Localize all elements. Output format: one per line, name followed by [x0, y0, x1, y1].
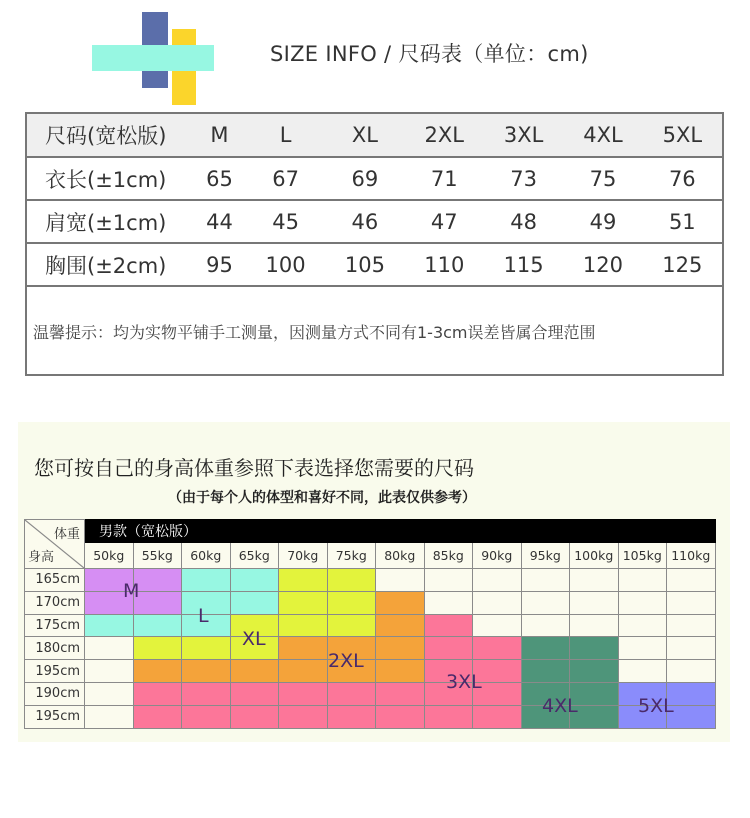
height-label: 165cm — [25, 569, 85, 592]
size-label-2xl: 2XL — [328, 650, 364, 672]
grid-cell-empty — [618, 637, 667, 660]
table-cell: 105 — [325, 243, 404, 286]
grid-cell-l — [182, 569, 231, 592]
grid-cell-empty — [570, 591, 619, 614]
grid-cell-xl — [279, 614, 328, 637]
height-label: 195cm — [25, 705, 85, 728]
grid-cell-2xl — [230, 660, 279, 683]
weight-header: 65kg — [230, 543, 279, 569]
grid-cell-2xl — [376, 637, 425, 660]
size-label-m: M — [123, 580, 140, 602]
weight-header: 50kg — [85, 543, 134, 569]
grid-cell-4xl — [570, 637, 619, 660]
grid-banner: 男款（宽松版） — [85, 520, 716, 543]
grid-cell-4xl — [570, 660, 619, 683]
grid-cell-3xl — [424, 614, 473, 637]
grid-cell-xl — [133, 637, 182, 660]
table-cell: 51 — [643, 200, 722, 243]
grid-cell-3xl — [182, 705, 231, 728]
weight-header-row — [25, 543, 716, 569]
grid-cell-3xl — [230, 705, 279, 728]
size-label-l: L — [198, 605, 209, 627]
grid-cell-2xl — [376, 614, 425, 637]
grid-cell-3xl — [424, 637, 473, 660]
weight-header: 75kg — [327, 543, 376, 569]
column-header: XL — [325, 114, 404, 157]
size-info-table — [25, 112, 724, 376]
table-cell: 71 — [405, 157, 484, 200]
table-row — [27, 243, 722, 286]
table-cell: 48 — [484, 200, 563, 243]
grid-cell-xl — [327, 569, 376, 592]
grid-cell-2xl — [376, 591, 425, 614]
grid-cell-empty — [667, 660, 716, 683]
height-label: 180cm — [25, 637, 85, 660]
grid-cell-empty — [667, 637, 716, 660]
table-cell: 46 — [325, 200, 404, 243]
column-header: 5XL — [643, 114, 722, 157]
corner-height-label: 身高 — [28, 550, 55, 565]
column-header: M — [193, 114, 246, 157]
size-table-header — [27, 114, 722, 157]
table-cell: 76 — [643, 157, 722, 200]
grid-corner — [25, 520, 85, 569]
grid-cell-3xl — [424, 705, 473, 728]
row-label: 肩宽(±1cm) — [27, 200, 193, 243]
grid-cell-empty — [618, 614, 667, 637]
page-title: SIZE INFO / 尺码表（单位：cm) — [270, 42, 589, 66]
row-label: 胸围(±2cm) — [27, 243, 193, 286]
grid-cell-empty — [85, 660, 134, 683]
weight-header: 105kg — [618, 543, 667, 569]
table-cell: 69 — [325, 157, 404, 200]
column-header: 4XL — [563, 114, 642, 157]
grid-cell-empty — [376, 569, 425, 592]
grid-row — [25, 660, 716, 683]
grid-cell-3xl — [279, 705, 328, 728]
grid-cell-3xl — [133, 682, 182, 705]
height-label: 190cm — [25, 682, 85, 705]
table-cell: 115 — [484, 243, 563, 286]
column-header: 3XL — [484, 114, 563, 157]
grid-cell-m — [133, 569, 182, 592]
grid-cell-empty — [85, 682, 134, 705]
grid-cell-empty — [473, 614, 522, 637]
grid-cell-4xl — [521, 660, 570, 683]
grid-cell-3xl — [279, 682, 328, 705]
grid-cell-3xl — [327, 705, 376, 728]
weight-header: 60kg — [182, 543, 231, 569]
grid-cell-empty — [667, 614, 716, 637]
column-header: L — [246, 114, 325, 157]
row-label: 衣长(±1cm) — [27, 157, 193, 200]
grid-cell-3xl — [182, 682, 231, 705]
table-cell: 44 — [193, 200, 246, 243]
table-cell: 75 — [563, 157, 642, 200]
grid-cell-xl — [182, 637, 231, 660]
table-cell: 49 — [563, 200, 642, 243]
grid-row — [25, 637, 716, 660]
grid-cell-empty — [521, 614, 570, 637]
size-label-3xl: 3XL — [446, 671, 482, 693]
logo-cyan-bar — [92, 45, 214, 71]
table-row — [27, 157, 722, 200]
table-cell: 125 — [643, 243, 722, 286]
grid-cell-empty — [667, 591, 716, 614]
table-cell: 120 — [563, 243, 642, 286]
grid-cell-empty — [667, 569, 716, 592]
height-label: 175cm — [25, 614, 85, 637]
height-label: 170cm — [25, 591, 85, 614]
table-cell: 65 — [193, 157, 246, 200]
grid-cell-4xl — [521, 637, 570, 660]
weight-header: 110kg — [667, 543, 716, 569]
grid-cell-empty — [570, 614, 619, 637]
table-cell: 95 — [193, 243, 246, 286]
size-label-5xl: 5XL — [638, 695, 674, 717]
weight-header: 70kg — [279, 543, 328, 569]
grid-banner-row — [25, 520, 716, 543]
size-label-xl: XL — [242, 628, 266, 650]
corner-weight-label: 体重 — [53, 527, 80, 542]
height-weight-grid — [24, 519, 716, 729]
grid-cell-empty — [85, 637, 134, 660]
weight-header: 90kg — [473, 543, 522, 569]
size-guide-section — [18, 422, 730, 742]
grid-cell-empty — [521, 569, 570, 592]
grid-cell-empty — [618, 660, 667, 683]
grid-cell-3xl — [473, 705, 522, 728]
grid-cell-empty — [521, 591, 570, 614]
grid-cell-xl — [279, 569, 328, 592]
grid-row — [25, 682, 716, 705]
grid-cell-2xl — [376, 660, 425, 683]
grid-cell-empty — [473, 591, 522, 614]
table-cell: 67 — [246, 157, 325, 200]
grid-cell-3xl — [376, 705, 425, 728]
grid-cell-3xl — [133, 705, 182, 728]
grid-cell-2xl — [279, 660, 328, 683]
grid-cell-m — [133, 591, 182, 614]
grid-cell-3xl — [327, 682, 376, 705]
grid-cell-2xl — [133, 660, 182, 683]
grid-row — [25, 614, 716, 637]
weight-header: 55kg — [133, 543, 182, 569]
grid-cell-l — [230, 569, 279, 592]
column-header: 2XL — [405, 114, 484, 157]
table-cell: 45 — [246, 200, 325, 243]
grid-cell-empty — [473, 569, 522, 592]
grid-cell-empty — [85, 705, 134, 728]
table-cell: 100 — [246, 243, 325, 286]
guide-subtitle: （由于每个人的体型和喜好不同，此表仅供参考） — [168, 490, 476, 506]
grid-cell-3xl — [376, 682, 425, 705]
size-label-4xl: 4XL — [542, 695, 578, 717]
height-label: 195cm — [25, 660, 85, 683]
grid-cell-2xl — [279, 637, 328, 660]
grid-cell-empty — [618, 591, 667, 614]
table-cell: 73 — [484, 157, 563, 200]
logo — [92, 12, 222, 107]
table-cell: 110 — [405, 243, 484, 286]
grid-cell-l — [133, 614, 182, 637]
weight-header: 85kg — [424, 543, 473, 569]
grid-cell-empty — [424, 569, 473, 592]
measurement-note: 温馨提示：均为实物平铺手工测量，因测量方式不同有1-3cm误差皆属合理范围 — [33, 323, 596, 342]
grid-cell-empty — [570, 569, 619, 592]
grid-cell-2xl — [182, 660, 231, 683]
grid-cell-3xl — [473, 637, 522, 660]
grid-row — [25, 705, 716, 728]
weight-header: 80kg — [376, 543, 425, 569]
guide-title: 您可按自己的身高体重参照下表选择您需要的尺码 — [34, 456, 474, 480]
grid-cell-xl — [327, 591, 376, 614]
weight-header: 95kg — [521, 543, 570, 569]
grid-cell-xl — [279, 591, 328, 614]
grid-cell-empty — [424, 591, 473, 614]
column-header: 尺码(宽松版) — [27, 114, 193, 157]
grid-cell-3xl — [230, 682, 279, 705]
grid-cell-l — [230, 591, 279, 614]
weight-header: 100kg — [570, 543, 619, 569]
grid-cell-xl — [327, 614, 376, 637]
table-cell: 47 — [405, 200, 484, 243]
table-row — [27, 200, 722, 243]
size-table — [27, 114, 722, 287]
grid-cell-l — [85, 614, 134, 637]
grid-cell-empty — [618, 569, 667, 592]
